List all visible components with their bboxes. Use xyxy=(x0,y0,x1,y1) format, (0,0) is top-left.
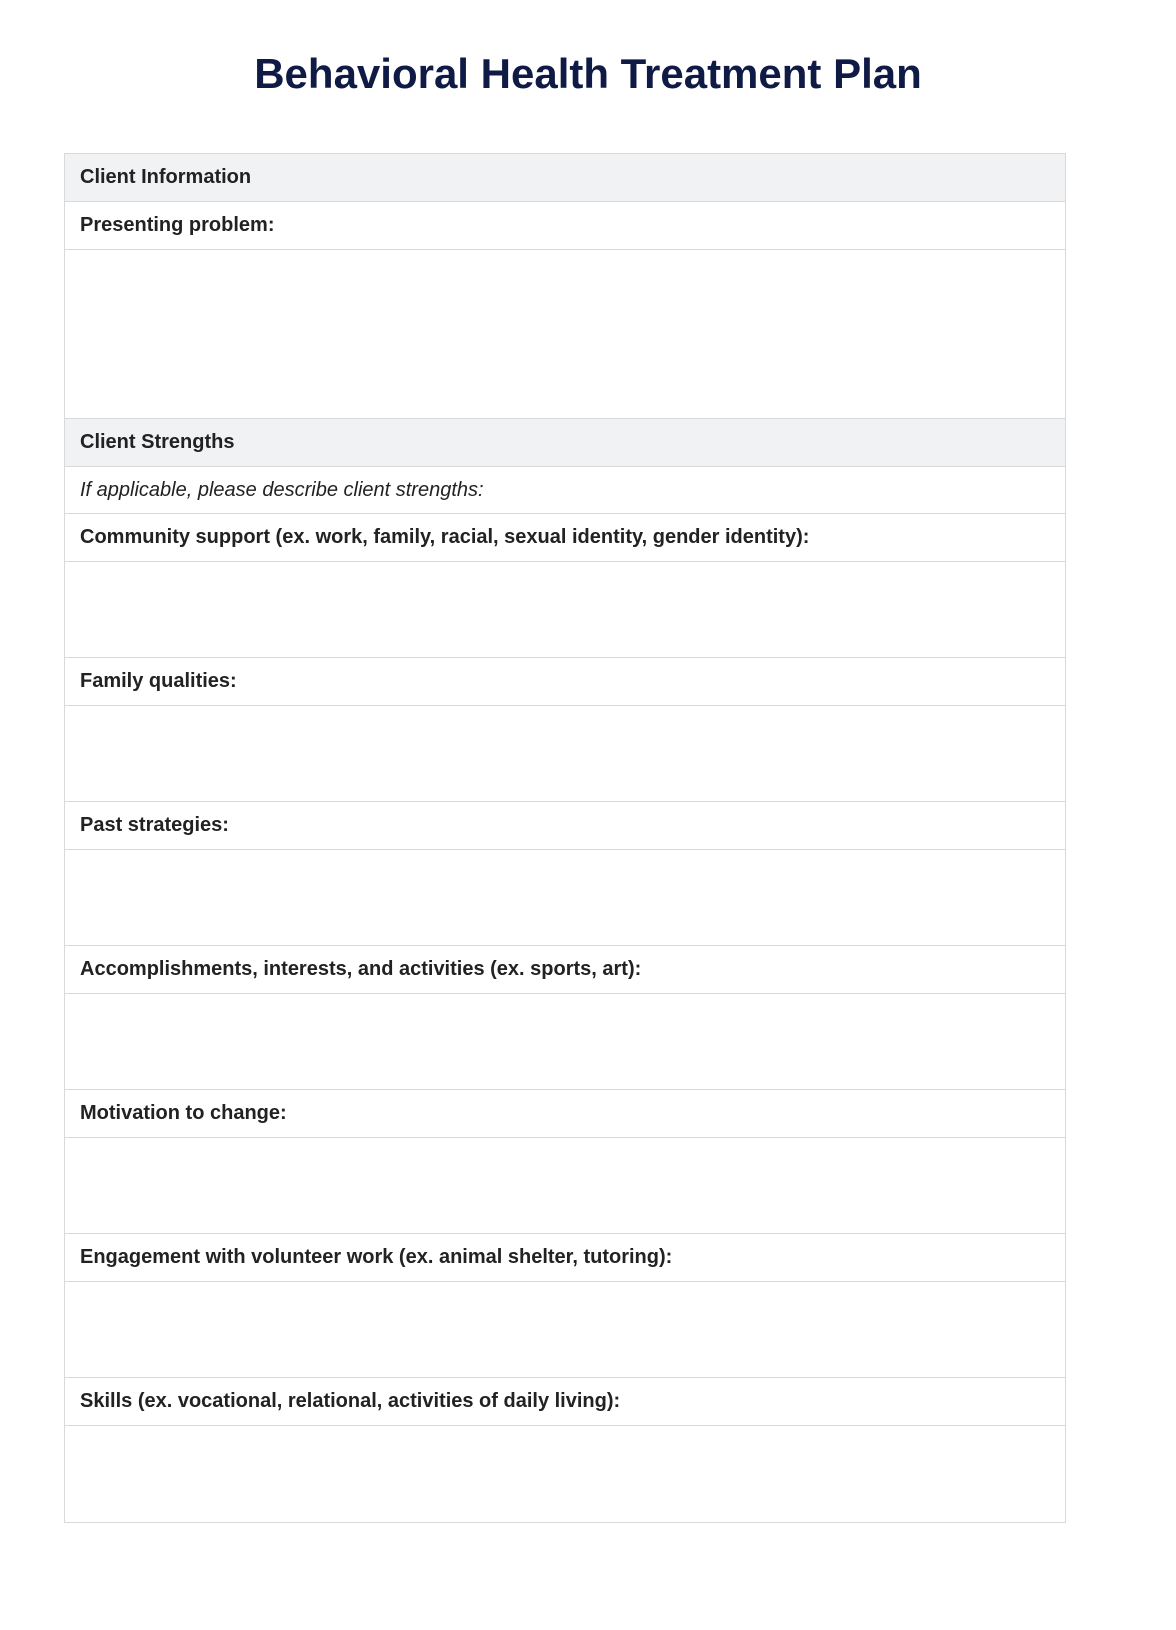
section-header: Client Information xyxy=(65,154,1065,202)
answer-field[interactable] xyxy=(65,850,1065,946)
field-label: Community support (ex. work, family, racial, sexual identity, gender identity): xyxy=(65,514,1065,562)
answer-field[interactable] xyxy=(65,250,1065,419)
answer-field[interactable] xyxy=(65,706,1065,802)
field-label: Accomplishments, interests, and activities (ex. sports, art): xyxy=(65,946,1065,994)
field-label: Presenting problem: xyxy=(65,202,1065,250)
treatment-plan-table xyxy=(64,153,1066,1523)
section-header: Client Strengths xyxy=(65,419,1065,467)
field-label: Skills (ex. vocational, relational, activities of daily living): xyxy=(65,1378,1065,1426)
field-label: Past strategies: xyxy=(65,802,1065,850)
answer-field[interactable] xyxy=(65,1138,1065,1234)
answer-field[interactable] xyxy=(65,562,1065,658)
field-label: Family qualities: xyxy=(65,658,1065,706)
field-label: Motivation to change: xyxy=(65,1090,1065,1138)
instruction-text: If applicable, please describe client strengths: xyxy=(65,467,1065,514)
answer-field[interactable] xyxy=(65,994,1065,1090)
page-title: Behavioral Health Treatment Plan xyxy=(254,50,922,97)
answer-field[interactable] xyxy=(65,1426,1065,1522)
field-label: Engagement with volunteer work (ex. animal shelter, tutoring): xyxy=(65,1234,1065,1282)
answer-field[interactable] xyxy=(65,1282,1065,1378)
